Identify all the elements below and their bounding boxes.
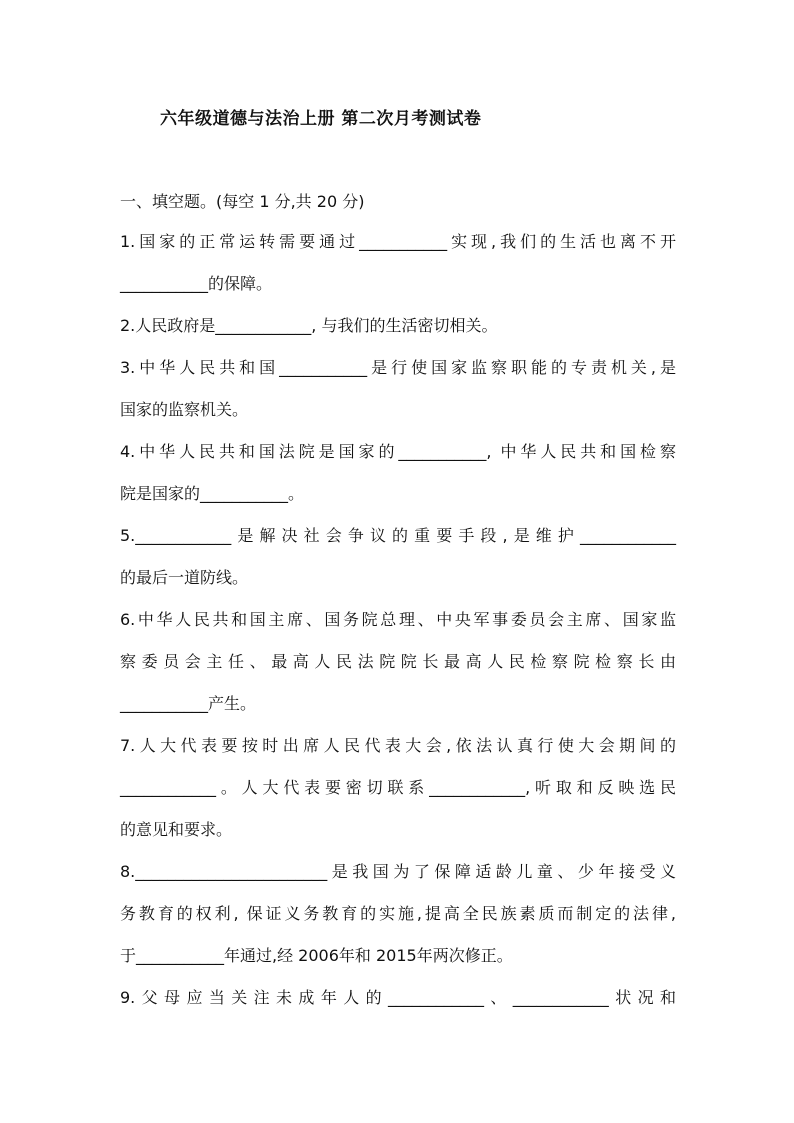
question-7-line-2: ____________。人大代表要密切联系____________,听取和反映选民: [120, 778, 676, 797]
question-6-line-2: 察委员会主任、最高人民法院院长最高人民检察院检察长由: [120, 652, 676, 671]
question-6-line-1: 6.中华人民共和国主席、国务院总理、中央军事委员会主席、国家监: [120, 610, 676, 629]
question-8-line-2: 务教育的权利, 保证义务教育的实施,提高全民族素质而制定的法律,: [120, 904, 676, 923]
question-5-line-1: 5.____________是解决社会争议的重要手段,是维护____________: [120, 526, 676, 545]
exam-title: 六年级道德与法治上册 第二次月考测试卷: [160, 109, 482, 129]
question-1-line-1: 1.国家的正常运转需要通过___________实现,我们的生活也离不开: [120, 232, 676, 251]
question-3-line-1: 3.中华人民共和国___________是行使国家监察职能的专责机关,是: [120, 358, 676, 377]
question-4-line-2: 院是国家的___________。: [120, 484, 305, 503]
question-5-line-2: 的最后一道防线。: [120, 568, 249, 587]
section-heading: 一、填空题。(每空 1 分,共 20 分): [120, 192, 365, 211]
question-2-line-1: 2.人民政府是____________, 与我们的生活密切相关。: [120, 316, 498, 335]
question-4-line-1: 4.中华人民共和国法院是国家的___________, 中华人民共和国检察: [120, 442, 676, 461]
question-1-line-2: ___________的保障。: [120, 274, 273, 293]
question-8-line-1: 8.________________________是我国为了保障适龄儿童、少年接受义: [120, 862, 676, 881]
question-9-line-1: 9.父母应当关注未成年人的____________、____________状况和: [120, 988, 676, 1007]
question-8-line-3: 于___________年通过,经 2006年和 2015年两次修正。: [120, 946, 513, 965]
question-7-line-1: 7.人大代表要按时出席人民代表大会,依法认真行使大会期间的: [120, 736, 676, 755]
question-6-line-3: ___________产生。: [120, 694, 257, 713]
question-3-line-2: 国家的监察机关。: [120, 400, 249, 419]
question-7-line-3: 的意见和要求。: [120, 820, 233, 839]
